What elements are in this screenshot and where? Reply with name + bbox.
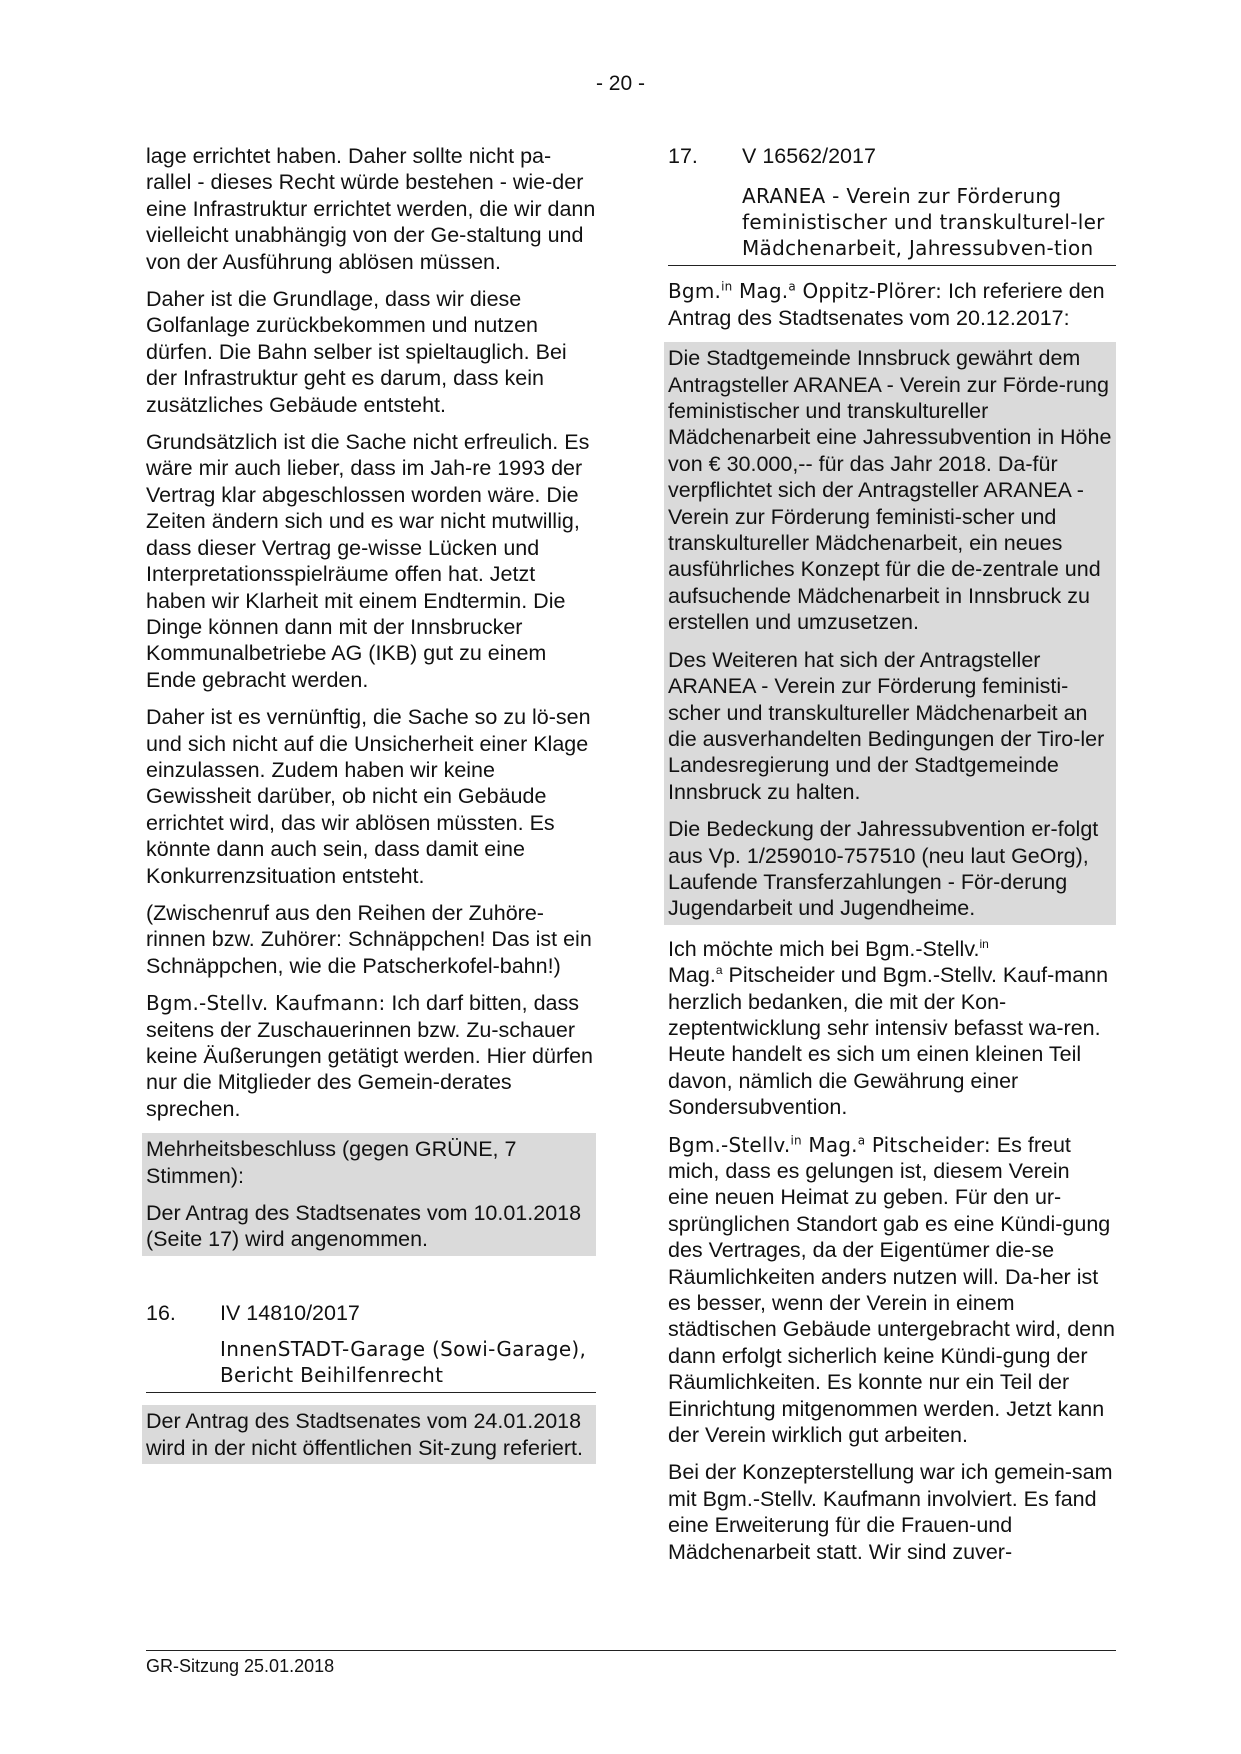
speech-text: Ich darf bitten, dass seitens der Zuschauerinnen bzw. Zu-schauer keine Äußerungen getätigt werden. Hier dürfen nur die Mitglieder des Gemein-derates sprechen. <box>146 991 593 1121</box>
speaker-title: Mag. <box>801 1132 858 1157</box>
text: Mag. <box>668 963 716 988</box>
right-column <box>668 143 1116 1565</box>
speaker-title: Bgm. <box>668 279 722 304</box>
interjection: (Zwischenruf aus den Reihen der Zuhöre-rinnen bzw. Zuhörer: Schnäppchen! Das ist ein Schnäppchen, wie die Patscherkofel-bahn!) <box>146 900 592 978</box>
speaker-title: Bgm.-Stellv. <box>668 1132 791 1157</box>
decision-vote: Mehrheitsbeschluss (gegen GRÜNE, 7 Stimmen): <box>146 1137 517 1188</box>
superscript: in <box>790 1132 802 1147</box>
text: Pitscheider und Bgm.-Stellv. Kauf-mann herzlich bedanken, die mit der Kon-zeptentwicklung sehr intensiv befasst wa-ren. Heute handelt es sich um einen kleinen Teil davon, nämlich die Gewährung einer Sondersubvention. <box>668 963 1109 1120</box>
paragraph <box>668 936 1116 1121</box>
speech-paragraph <box>668 1132 1116 1449</box>
decision-box <box>142 1133 596 1256</box>
item-number: 17. <box>668 144 698 168</box>
agenda-item-16 <box>146 1300 596 1393</box>
resolution-text: Der Antrag des Stadtsenates vom 24.01.2018 wird in der nicht öffentlichen Sit-zung referiert. <box>146 1409 583 1460</box>
motion-box <box>664 342 1116 925</box>
speaker-name <box>668 1133 991 1157</box>
superscript: a <box>715 963 723 977</box>
page-number: - 20 - <box>595 72 645 95</box>
motion-text: Des Weiteren hat sich der Antragsteller ARANEA - Verein zur Förderung feministi-scher und transkultureller Mädchenarbeit an die ausverhandelten Bedingungen der Tiro-ler Landesregierung und der Stadtgemeinde Innsbruck zu halten. <box>668 647 1105 804</box>
superscript: a <box>857 1132 866 1147</box>
speaker-surname: Pitscheider: <box>865 1132 991 1157</box>
paragraph: lage errichtet haben. Daher sollte nicht pa-rallel - dieses Recht würde bestehen - wie-der eine Infrastruktur errichtet werden, die wir dann vielleicht unabhängig von der Ge-staltung und von der Ausführung ablösen müssen. <box>146 144 596 274</box>
superscript: a <box>788 279 796 294</box>
superscript: in <box>979 936 989 951</box>
item-reference: IV 14810/2017 <box>220 1300 360 1325</box>
paragraph: Bei der Konzepterstellung war ich gemein-sam mit Bgm.-Stellv. Kaufmann involviert. Es fand eine Erweiterung für die Frauen-und Mädchenarbeit statt. Wir sind zuver- <box>668 1460 1113 1564</box>
item-number: 16. <box>146 1300 176 1325</box>
speech-text: Es freut mich, dass es gelungen ist, diesem Verein eine neuen Heimat zu geben. Für den ur-sprünglichen Standort gab es eine Kündi-gung des Vertrages, da der Eigentümer die-se Räumlichkeiten anders nutzen will. Da-her ist es besser, wenn der Verein in einem städtischen Gebäude untergebracht wird, denn dann erfolgt sicherlich keine Kündi-gung der Räumlichkeiten. Es konnte nur ein Teil der Einrichtung mitgenommen werden. Jetzt kann der Verein wirklich gut arbeiten. <box>668 1132 1116 1448</box>
agenda-item-17 <box>668 143 1116 266</box>
item-title: InnenSTADT-Garage (Sowi-Garage), Bericht Beihilfenrecht <box>220 1337 587 1388</box>
motion-text: Die Bedeckung der Jahressubvention er-folgt aus Vp. 1/259010-757510 (neu laut GeOrg), Laufende Transferzahlungen - För-derung Jugendarbeit und Jugendheime. <box>668 817 1099 921</box>
left-column <box>146 143 596 1464</box>
motion-text: Die Stadtgemeinde Innsbruck gewährt dem Antragsteller ARANEA - Verein zur Förde-rung feministischer und transkultureller Mädchenarbeit eine Jahressubvention in Höhe von € 30.000,-- für das Jahr 2018. Da-für verpflichtet sich der Antragsteller ARANEA - Verein zur Förderung feministi-scher und transkultureller Mädchenarbeit, ein neues ausführliches Konzept für die de-zentrale und aufsuchende Mädchenarbeit in Innsbruck zu erstellen und umzusetzen. <box>668 346 1112 635</box>
item-reference: V 16562/2017 <box>742 144 876 168</box>
paragraph: Daher ist die Grundlage, dass wir diese Golfanlage zurückbekommen und nutzen dürfen. Die Bahn selber ist spieltauglich. Bei der Infrastruktur geht es darum, dass kein zusätzliches Gebäude entsteht. <box>146 287 567 417</box>
speaker-name: Bgm.-Stellv. Kaufmann: <box>146 991 386 1016</box>
footer-divider <box>146 1650 1116 1651</box>
superscript: in <box>721 279 733 294</box>
speech-paragraph <box>668 278 1116 331</box>
speech-paragraph <box>146 990 596 1122</box>
speech-text: Ich referiere den Antrag des Stadtsenates vom 20.12.2017: <box>668 279 1105 330</box>
speaker-surname: Oppitz-Plörer: <box>795 279 943 304</box>
item-title: ARANEA - Verein zur Förderung feministischer und transkulturel-ler Mädchenarbeit, Jahressubven-tion <box>742 184 1105 261</box>
resolution-box <box>142 1405 596 1464</box>
speaker-name <box>668 279 942 303</box>
text: Ich möchte mich bei Bgm.-Stellv. <box>668 936 980 961</box>
footer-session-date: GR-Sitzung 25.01.2018 <box>146 1656 335 1676</box>
speaker-title: Mag. <box>732 279 789 304</box>
paragraph: Grundsätzlich ist die Sache nicht erfreulich. Es wäre mir auch lieber, dass im Jah-re 1993 der Vertrag klar abgeschlossen worden wäre. Die Zeiten ändern sich und es war nicht mutwillig, dass dieser Vertrag ge-wisse Lücken und Interpretationsspielräume offen hat. Jetzt haben wir Klarheit mit einem Endtermin. Die Dinge können dann mit der Innsbrucker Kommunalbetriebe AG (IKB) gut zu einem Ende gebracht werden. <box>146 430 590 692</box>
paragraph: Daher ist es vernünftig, die Sache so zu lö-sen und sich nicht auf die Unsicherheit einer Klage einzulassen. Zudem haben wir keine Gewissheit darüber, ob nicht ein Gebäude errichtet wird, das wir ablösen müssten. Es könnte dann auch sein, dass damit eine Konkurrenzsituation entsteht. <box>146 705 591 888</box>
decision-result: Der Antrag des Stadtsenates vom 10.01.2018 (Seite 17) wird angenommen. <box>146 1201 582 1252</box>
